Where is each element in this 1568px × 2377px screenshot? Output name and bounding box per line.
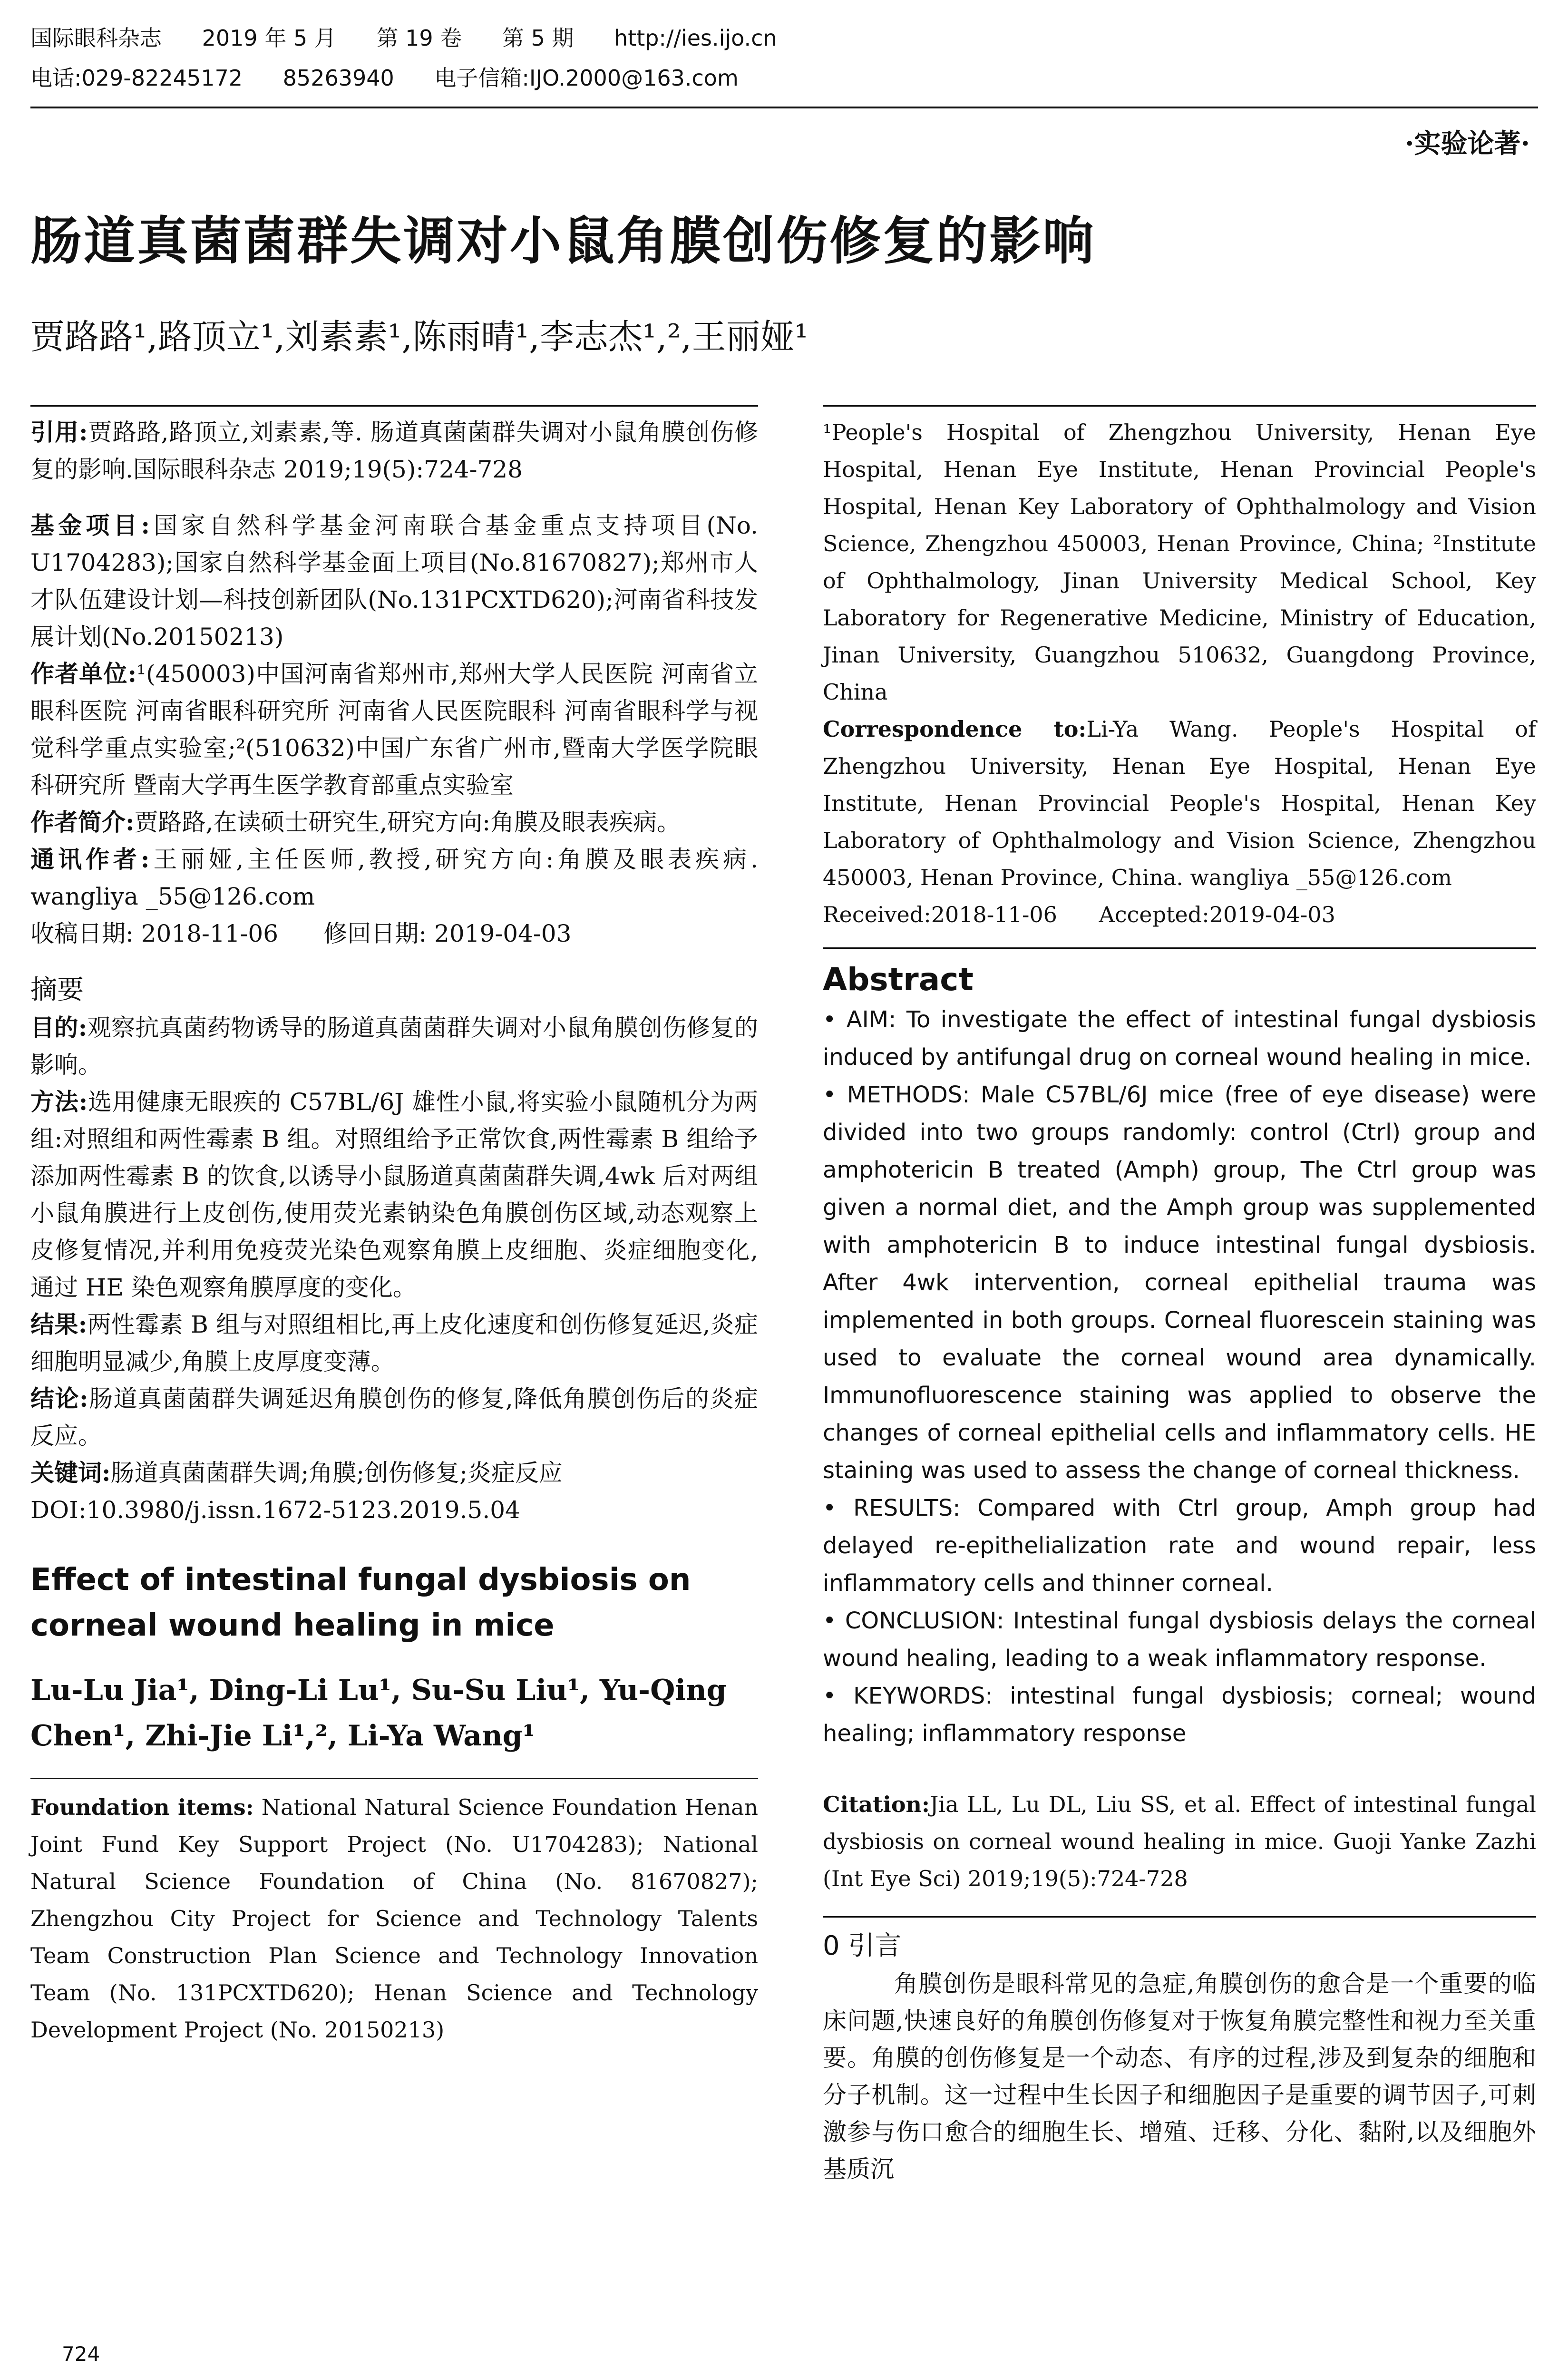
article-title: 肠道真菌菌群失调对小鼠角膜创伤修复的影响	[30, 211, 1096, 271]
author-list: 贾路路¹,路顶立¹,刘素素¹,陈雨晴¹,李志杰¹,²,王丽娅¹	[30, 317, 808, 357]
fund-cn: 基金项目:国家自然科学基金河南联合基金重点支持项目(No. U1704283);国家自然科学基金面上项目(No.81670827);郑州市人才队伍建设计划—科技创新团队(No.131PCXTD620);河南省科技发展计划(No.20150213)	[30, 511, 758, 651]
results-en: • RESULTS: Compared with Ctrl group, Amph group had delayed re-epithelialization rate and wound repair, less inflammatory cells and thinner corneal.	[823, 1495, 1536, 1597]
citation-cn: 引用:贾路路,路顶立,刘素素,等. 肠道真菌菌群失调对小鼠角膜创伤修复的影响.国际眼科杂志 2019;19(5):724-728	[30, 418, 758, 483]
results-cn: 结果:两性霉素 B 组与对照组相比,再上皮化速度和创伤修复延迟,炎症细胞明显减少,角膜上皮厚度变薄。	[30, 1310, 758, 1375]
dates-cn: 收稿日期: 2018-11-06 修回日期: 2019-04-03	[30, 920, 572, 947]
phone2: 85263940	[282, 65, 394, 91]
abstract-heading-cn: 摘要	[30, 974, 84, 1005]
journal-url[interactable]: http://ies.ijo.cn	[614, 25, 777, 51]
journal-header-line2	[30, 65, 772, 91]
author-intro-cn: 作者简介:贾路路,在读硕士研究生,研究方向:角膜及眼表疾病。	[30, 808, 681, 836]
email[interactable]: 电子信箱:IJO.2000@163.com	[434, 65, 739, 91]
issue-date: 2019 年 5 月	[202, 25, 336, 51]
english-title: Effect of intestinal fungal dysbiosis on corneal wound healing in mice	[30, 1562, 691, 1643]
abstract-rule	[823, 947, 1536, 949]
header-divider	[30, 107, 1538, 108]
methods-cn: 方法:选用健康无眼疾的 C57BL/6J 雄性小鼠,将实验小鼠随机分为两组:对照组和两性霉素 B 组。对照组给予正常饮食,两性霉素 B 组给予添加两性霉素 B 的饮食,以诱导小鼠肠道真菌菌群失调,4wk 后对两组小鼠角膜进行上皮创伤,使用荧光素钠染色角膜创伤区域,动态观察上皮修复情况,并利用免疫荧光染色观察角膜上皮细胞、炎症细胞变化,通过 HE 染色观察角膜厚度的变化。	[30, 1088, 758, 1301]
section-tag: ·实验论著·	[1405, 128, 1530, 159]
dates-en: Received:2018-11-06 Accepted:2019-04-03	[823, 902, 1335, 927]
conclusion-en: • CONCLUSION: Intestinal fungal dysbiosis delays the corneal wound healing, leading to a weak inflammatory response.	[823, 1607, 1536, 1672]
intro-rule	[823, 1916, 1536, 1918]
left-top-rule	[30, 405, 758, 407]
corr-author-cn: 通讯作者:王丽娅,主任医师,教授,研究方向:角膜及眼表疾病. wangliya _55@126.com	[30, 845, 758, 910]
aim-cn: 目的:观察抗真菌药物诱导的肠道真菌菌群失调对小鼠角膜创伤修复的影响。	[30, 1013, 758, 1079]
unit-cn: 作者单位:¹(450003)中国河南省郑州市,郑州大学人民医院 河南省立眼科医院 河南省眼科研究所 河南省人民医院眼科 河南省眼科学与视觉科学重点实验室;²(510632)中国广东省广州市,暨南大学医学院眼科研究所 暨南大学再生医学教育部重点实验室	[30, 660, 758, 799]
english-authors: Lu-Lu Jia¹, Ding-Li Lu¹, Su-Su Liu¹, Yu-Qing Chen¹, Zhi-Jie Li¹,², Li-Ya Wang¹	[30, 1674, 727, 1753]
page-number: 724	[62, 2342, 100, 2366]
journal-header-line1	[30, 25, 810, 51]
correspondence-en: Correspondence to:Li-Ya Wang. People's Hospital of Zhengzhou University, Henan Eye Hospital, Henan Eye Institute, Henan Provincial People's Hospital, Henan Key Laboratory of Ophthalmology and Vision Science, Zhengzhou 450003, Henan Province, China. wangliya _55@126.com	[823, 716, 1536, 890]
affiliations-en: ¹People's Hospital of Zhengzhou University, Henan Eye Hospital, Henan Eye Institute, Henan Provincial People's Hospital, Henan Key Laboratory of Ophthalmology and Vision Science, Zhengzhou 450003, Henan Province, China; ²Institute of Ophthalmology, Jinan University Medical School, Key Laboratory for Regenerative Medicine, Ministry of Education, Jinan University, Guangzhou 510632, Guangdong Province, China	[823, 419, 1536, 705]
volume: 第 19 卷	[376, 25, 462, 51]
conclusion-cn: 结论:肠道真菌菌群失调延迟角膜创伤的修复,降低角膜创伤后的炎症反应。	[30, 1384, 758, 1450]
left-column	[30, 414, 758, 2048]
right-top-rule	[823, 405, 1536, 407]
phone: 电话:029-82245172	[30, 65, 243, 91]
methods-en: • METHODS: Male C57BL/6J mice (free of eye disease) were divided into two groups randomly: control (Ctrl) group and amphotericin B treated (Amph) group, The Ctrl group was given a normal diet, and the Amph group was supplemented with amphotericin B to induce intestinal fungal dysbiosis. After 4wk intervention, corneal epithelial trauma was implemented in both groups. Corneal fluorescein staining was used to evaluate the corneal wound area dynamically. Immunofluorescence staining was applied to observe the changes of corneal epithelial cells and inflammatory cells. HE staining was used to assess the change of corneal thickness.	[823, 1081, 1536, 1484]
intro-heading: 0 引言	[823, 1930, 902, 1961]
intro-body: 角膜创伤是眼科常见的急症,角膜创伤的愈合是一个重要的临床问题,快速良好的角膜创伤修复对于恢复角膜完整性和视力至关重要。角膜的创伤修复是一个动态、有序的过程,涉及到复杂的细胞和分子机制。这一过程中生长因子和细胞因子是重要的调节因子,可刺激参与伤口愈合的细胞生长、增殖、迁移、分化、黏附,以及细胞外基质沉	[823, 1970, 1536, 2183]
abstract-heading-en: Abstract	[823, 961, 974, 998]
foundation-rule	[30, 1778, 758, 1779]
right-column	[823, 414, 1536, 2188]
foundation-items: Foundation items: National Natural Science Foundation Henan Joint Fund Key Support Project (No. U1704283); National Natural Science Foundation of China (No. 81670827); Zhengzhou City Project for Science and Technology Talents Team Construction Plan Science and Technology Innovation Team (No. 131PCXTD620); Henan Science and Technology Development Project (No. 20150213)	[30, 1794, 758, 2043]
aim-en: • AIM: To investigate the effect of intestinal fungal dysbiosis induced by antifungal drug on corneal wound healing in mice.	[823, 1006, 1536, 1071]
issue: 第 5 期	[502, 25, 574, 51]
keywords-cn: 关键词:肠道真菌菌群失调;角膜;创伤修复;炎症反应	[30, 1459, 563, 1487]
keywords-en: • KEYWORDS: intestinal fungal dysbiosis; corneal; wound healing; inflammatory response	[823, 1683, 1536, 1747]
doi: DOI:10.3980/j.issn.1672-5123.2019.5.04	[30, 1496, 520, 1524]
journal-name: 国际眼科杂志	[30, 25, 162, 51]
citation-en: Citation:Jia LL, Lu DL, Liu SS, et al. Effect of intestinal fungal dysbiosis on corneal wound healing in mice. Guoji Yanke Zazhi (Int Eye Sci) 2019;19(5):724-728	[823, 1792, 1536, 1891]
